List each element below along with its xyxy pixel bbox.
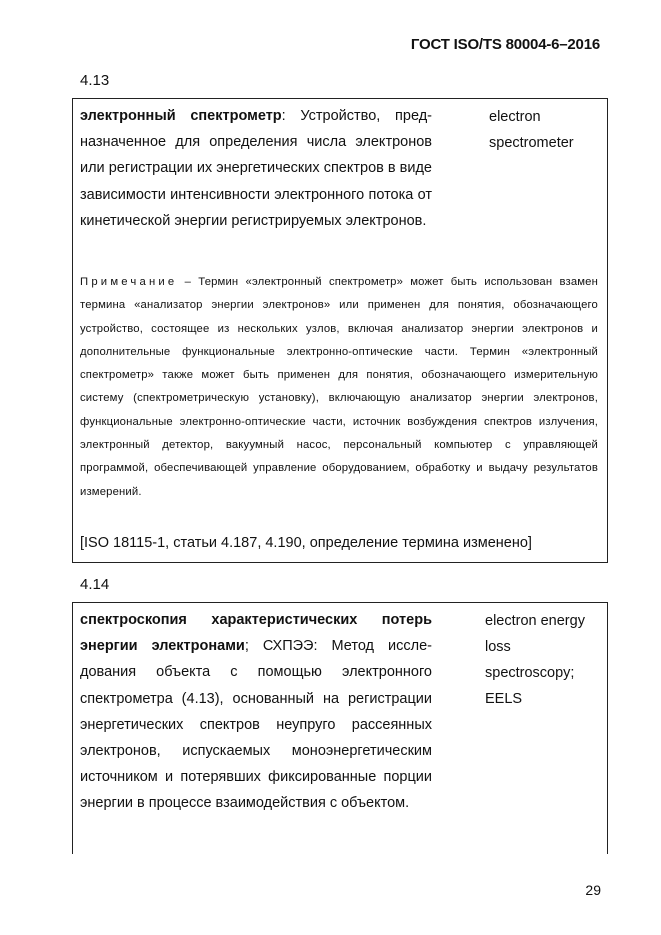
term-name: спектроскопия характеристических потерь энергии электронами (80, 612, 432, 655)
term-name: электронный спектрометр (80, 108, 282, 124)
definition-text: : Устройство, предназначенное для определения числа электронов или регистрации их энергетических спектров в виде зависимости интенсивности электронного потока от кинетической энергии регистрируемых электронов. (80, 108, 432, 229)
term-entry-4-14 (72, 602, 608, 854)
term-definition (80, 607, 432, 817)
english-equivalent (485, 608, 585, 712)
english-term-line: electron energy (485, 613, 585, 629)
english-term-line: EELS (485, 691, 523, 707)
term-note (80, 271, 598, 504)
english-term-line: spectroscopy; (485, 665, 575, 681)
page-number: 29 (585, 882, 601, 898)
note-lead: Примечание (80, 276, 178, 288)
standard-designation: ГОСТ ISO/TS 80004-6–2016 (410, 36, 600, 53)
clause-number-4-13: 4.13 (80, 72, 110, 89)
english-term-line: electron (489, 109, 541, 125)
definition-text: ; СХПЭЭ: Метод исследования объекта с помощью электронного спектрометра (4.13), основанный на регистрации энергетических спектров неупруго рассеянных электронов, испускаемых моноэнергетическим источником и потерявших фиксированные порции энергии в процессе взаимодействия с объектом. (80, 638, 432, 812)
english-equivalent (489, 104, 574, 156)
term-definition (80, 103, 432, 234)
english-term-line: spectrometer (489, 135, 574, 151)
clause-number-4-14: 4.14 (80, 576, 110, 593)
term-entry-4-13 (72, 98, 608, 563)
english-term-line: loss (485, 639, 511, 655)
note-text: – Термин «электронный спектрометр» может быть использован взамен термина «анализатор энергии электронов» или применен для понятия, обозначающего устройство, состоящее из нескольких узлов, включая анализатор энергии электронов и дополнительные функциональные электронно-оптические части. Термин «электронный спектрометр» также может быть применен для понятия, обозначающего измерительную систему (спектрометрическую установку), включающую анализатор энергии электронов, функциональные электронно-оптические части, источник возбуждения спектров излучения, электронный детектор, вакуумный насос, персональный компьютер с управляющей программой, обеспечивающей управление оборудованием, обработку и выдачу результатов измерений. (80, 276, 598, 498)
term-source: [ISO 18115-1, статьи 4.187, 4.190, определение термина изменено] (80, 535, 532, 551)
